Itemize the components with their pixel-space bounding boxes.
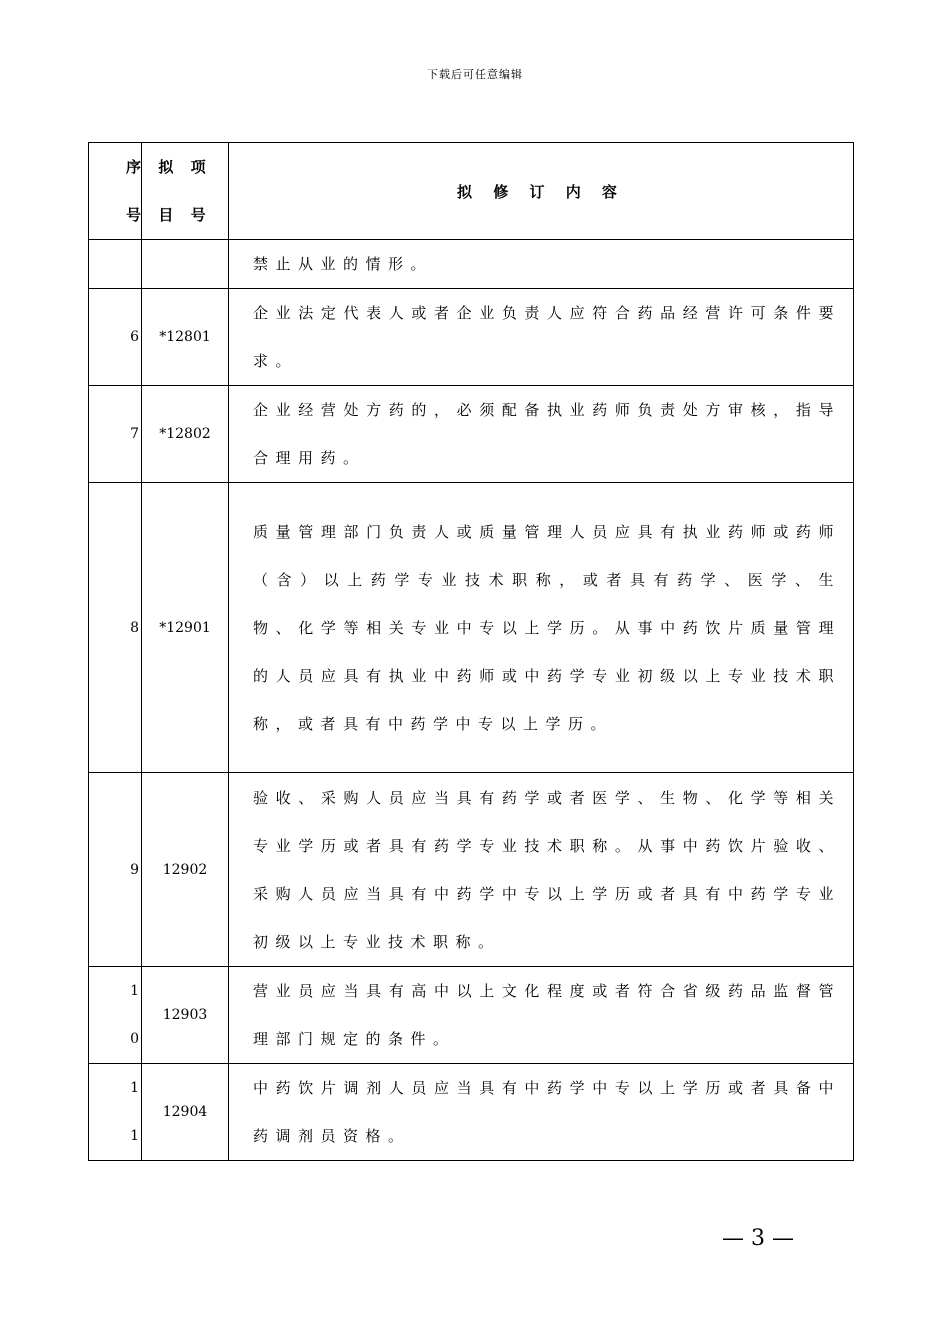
row-seq: 1 0 bbox=[89, 967, 142, 1064]
table-row bbox=[89, 240, 854, 289]
row-code: 12903 bbox=[142, 967, 229, 1064]
table-row bbox=[89, 483, 854, 773]
table-row bbox=[89, 1064, 854, 1161]
header-content: 拟 修 订 内 容 bbox=[229, 143, 854, 240]
row-seq: 9 bbox=[89, 773, 142, 967]
row-seq: 1 1 bbox=[89, 1064, 142, 1161]
header-seq-line2: 号 bbox=[125, 206, 141, 224]
table-row bbox=[89, 967, 854, 1064]
row-code: 12904 bbox=[142, 1064, 229, 1161]
row-seq: 7 bbox=[89, 386, 142, 483]
row-code bbox=[142, 240, 229, 289]
row-content: 营业员应当具有高中以上文化程度或者符合省级药品监督管理部门规定的条件。 bbox=[229, 967, 854, 1064]
revision-table bbox=[88, 142, 854, 1161]
row-content: 企业法定代表人或者企业负责人应符合药品经营许可条件要求。 bbox=[229, 289, 854, 386]
header-seq bbox=[89, 143, 142, 240]
table-row bbox=[89, 386, 854, 483]
row-content: 企业经营处方药的，必须配备执业药师负责处方审核，指导合理用药。 bbox=[229, 386, 854, 483]
header-code bbox=[142, 143, 229, 240]
row-code: *12801 bbox=[142, 289, 229, 386]
table-row bbox=[89, 289, 854, 386]
row-code: 12902 bbox=[142, 773, 229, 967]
watermark-text: 下载后可任意编辑 bbox=[427, 68, 523, 81]
row-content: 验收、采购人员应当具有药学或者医学、生物、化学等相关专业学历或者具有药学专业技术职称。从事中药饮片验收、采购人员应当具有中药学中专以上学历或者具有中药学专业初级以上专业技术职称。 bbox=[229, 773, 854, 967]
row-code: *12901 bbox=[142, 483, 229, 773]
row-code: *12802 bbox=[142, 386, 229, 483]
header-seq-line1: 序 bbox=[125, 158, 141, 176]
table-row bbox=[89, 773, 854, 967]
row-seq: 6 bbox=[89, 289, 142, 386]
table-header-row bbox=[89, 143, 854, 240]
row-seq: 8 bbox=[89, 483, 142, 773]
row-content: 禁止从业的情形。 bbox=[229, 240, 854, 289]
page-number: — 3 — bbox=[722, 1226, 794, 1251]
header-code-line1: 拟 项 bbox=[158, 158, 212, 176]
row-seq bbox=[89, 240, 142, 289]
row-content: 质量管理部门负责人或质量管理人员应具有执业药师或药师（含）以上药学专业技术职称，或者具有药学、医学、生物、化学等相关专业中专以上学历。从事中药饮片质量管理的人员应具有执业中药师或中药学专业初级以上专业技术职称，或者具有中药学中专以上学历。 bbox=[229, 483, 854, 773]
header-code-line2: 目 号 bbox=[158, 206, 212, 224]
row-content: 中药饮片调剂人员应当具有中药学中专以上学历或者具备中药调剂员资格。 bbox=[229, 1064, 854, 1161]
